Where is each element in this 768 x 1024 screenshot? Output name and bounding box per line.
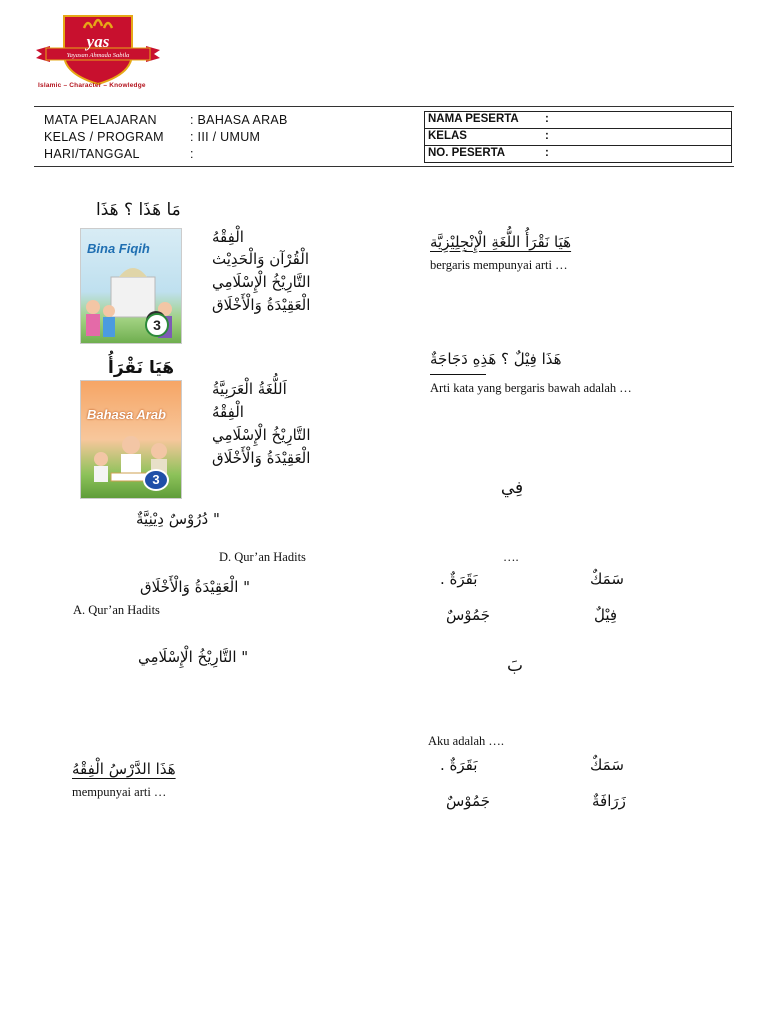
list1-item-2: الْقُرْآن وَالْحَدِيْث xyxy=(212,250,309,268)
opts2-d: جَمُوْسٌ xyxy=(446,792,491,810)
participant-name-colon: : xyxy=(545,113,549,125)
participant-name-label: NAMA PESERTA xyxy=(428,113,519,125)
participant-name-row[interactable] xyxy=(425,112,731,129)
opts2-c: زَرَافَةٌ xyxy=(592,792,626,810)
right-q1-arabic: هَيَا نَقْرَأُ اللُّغَةِ الْإِنْجِلِيْزِيَّة xyxy=(430,233,572,251)
book2-title: Bahasa Arab xyxy=(87,407,166,422)
q2-title: هَيَا نَقْرَأُ xyxy=(108,358,175,378)
book2-illustration-icon xyxy=(81,425,181,498)
list2-item-1: اَللُّغَةُ الْعَرَبِيَّةُ xyxy=(212,380,287,398)
list1-item-1: الْفِقْهُ xyxy=(212,228,244,246)
book1-title: Bina Fiqih xyxy=(87,241,150,256)
q3-option: D. Qur’an Hadits xyxy=(219,550,306,564)
right-q2-arabic: هَذَا فِيْلٌ ؟ هَذِهِ دَجَاجَةٌ xyxy=(430,350,562,368)
right-q2-underline xyxy=(430,374,486,375)
logo-tagline: Islamic – Character – Knowledge xyxy=(38,82,146,89)
right-q2-text: Arti kata yang bergaris bawah adalah … xyxy=(430,381,632,395)
q6-text: mempunyai arti … xyxy=(72,785,167,799)
q4-arabic: " الْعَقِيْدَةُ وَالْأَخْلَاق xyxy=(140,578,251,596)
right-q3-dots: …. xyxy=(503,550,519,564)
participant-class-label: KELAS xyxy=(428,130,467,142)
header-bottom-rule xyxy=(34,166,734,167)
participant-box xyxy=(424,111,732,163)
logo-banner-text: Yayasan Ahmada Sabila xyxy=(66,52,130,59)
right-q5-text: Aku adalah …. xyxy=(428,734,505,748)
opts1-a: سَمَكٌ xyxy=(590,570,624,588)
opts1-b: بَقَرَةٌ . xyxy=(440,570,478,588)
q6-arabic: هَذَا الدَّرْسُ الْفِقْهُ xyxy=(72,760,176,778)
opts1-c: فِيْلٌ xyxy=(594,606,618,624)
participant-number-row[interactable] xyxy=(425,146,731,162)
list2-item-2: الْفِقْهُ xyxy=(212,403,244,421)
q3-arabic: " دُرُوْسٌ دِيْنِيَّةٌ xyxy=(136,510,220,528)
participant-number-colon: : xyxy=(545,147,549,159)
school-emblem-icon xyxy=(36,10,160,86)
right-q3-word: فِي xyxy=(500,478,524,498)
q5-arabic: " التَّارِيْخُ الْإِسْلَامِي xyxy=(138,648,249,666)
q4-option: A. Qur’an Hadits xyxy=(73,603,160,617)
list2-item-4: الْعَقِيْدَةُ وَالْأَخْلَاق xyxy=(212,449,311,467)
opts2-a: سَمَكٌ xyxy=(590,756,624,774)
opts1-d: جَمُوْسٌ xyxy=(446,606,491,624)
book-cover-bina-fiqih xyxy=(80,228,182,344)
right-q1-text: bergaris mempunyai arti … xyxy=(430,258,568,272)
opts2-b: بَقَرَةٌ . xyxy=(440,756,478,774)
subject-label: MATA PELAJARAN xyxy=(44,113,157,127)
class-program-label: KELAS / PROGRAM xyxy=(44,130,164,144)
date-label: HARI/TANGGAL xyxy=(44,147,140,161)
header-top-rule xyxy=(34,106,734,107)
class-program-value: : III / UMUM xyxy=(190,130,261,144)
book1-grade-badge: 3 xyxy=(145,313,169,337)
list1-item-3: التَّارِيْخُ الْإِسْلَامِي xyxy=(212,273,311,291)
participant-class-colon: : xyxy=(545,130,549,142)
list2-item-3: التَّارِيْخُ الْإِسْلَامِي xyxy=(212,426,311,444)
date-value: : xyxy=(190,147,194,161)
q1-title: مَا هَذَا ؟ هَذَا xyxy=(96,200,181,220)
participant-number-label: NO. PESERTA xyxy=(428,147,506,159)
subject-value: : BAHASA ARAB xyxy=(190,113,288,127)
participant-class-row[interactable] xyxy=(425,129,731,146)
book-cover-bahasa-arab xyxy=(80,380,182,499)
right-q4-word: بَ xyxy=(506,656,523,676)
book2-grade-badge: 3 xyxy=(143,469,169,491)
list1-item-4: الْعَقِيْدَةُ وَالْأَخْلَاق xyxy=(212,296,311,314)
logo-name-text: yas xyxy=(86,32,110,51)
